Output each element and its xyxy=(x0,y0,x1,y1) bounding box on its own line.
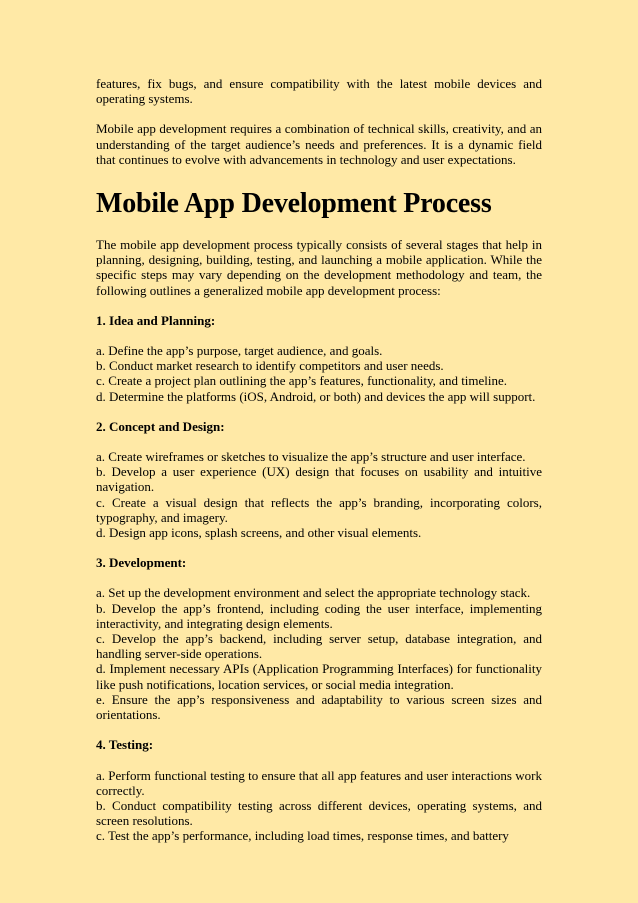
list-item: c. Develop the app’s backend, including server setup, database integration, and handling server-side operations. xyxy=(96,631,542,662)
list-item: d. Design app icons, splash screens, and other visual elements. xyxy=(96,525,422,541)
list-item: b. Conduct compatibility testing across different devices, operating systems, and screen resolutions. xyxy=(96,797,542,829)
intro-paragraph-2: Mobile app development requires a combination of technical skills, creativity, and an understanding of the target audience’s needs and preferences. It is a dynamic field that continues to evolve with advancements in technology and user expectations. xyxy=(96,121,542,167)
list-item: b. Develop a user experience (UX) design that focuses on usability and intuitive navigation. xyxy=(96,464,542,495)
lead-paragraph: The mobile app development process typically consists of several stages that help in planning, designing, building, testing, and launching a mobile application. While the specific steps may vary depending on the development methodology and team, the following outlines a generalized mobile app development process: xyxy=(96,237,542,298)
list-item: b. Conduct market research to identify competitors and user needs. xyxy=(96,358,444,374)
step-heading-development: 3. Development: xyxy=(96,555,187,571)
page-content xyxy=(96,76,542,844)
step-heading-idea-planning: 1. Idea and Planning: xyxy=(96,312,216,328)
list-item: b. Develop the app’s frontend, including coding the user interface, implementing interactivity, and integrating design elements. xyxy=(96,600,542,631)
list-item: a. Set up the development environment and select the appropriate technology stack. xyxy=(96,585,531,601)
step-heading-concept-design: 2. Concept and Design: xyxy=(96,418,225,434)
intro-paragraph-1: features, fix bugs, and ensure compatibility with the latest mobile devices and operating systems. xyxy=(96,76,542,107)
section-heading: Mobile App Development Process xyxy=(96,188,492,220)
list-item: c. Create a visual design that reflects the app’s branding, incorporating colors, typography, and imagery. xyxy=(96,494,542,525)
list-item: c. Create a project plan outlining the app’s features, functionality, and timeline. xyxy=(96,373,508,389)
list-item: d. Implement necessary APIs (Application Programming Interfaces) for functionality like push notifications, location services, or social media integration. xyxy=(96,661,542,692)
list-item: a. Perform functional testing to ensure that all app features and user interactions work correctly. xyxy=(96,767,542,798)
list-item: a. Define the app’s purpose, target audience, and goals. xyxy=(96,343,383,359)
list-item: d. Determine the platforms (iOS, Android, or both) and devices the app will support. xyxy=(96,388,536,404)
step-heading-testing: 4. Testing: xyxy=(96,737,154,753)
list-item: c. Test the app’s performance, including load times, response times, and battery xyxy=(96,828,509,844)
list-item: a. Create wireframes or sketches to visualize the app’s structure and user interface. xyxy=(96,449,526,465)
list-item: e. Ensure the app’s responsiveness and adaptability to various screen sizes and orientations. xyxy=(96,691,542,723)
